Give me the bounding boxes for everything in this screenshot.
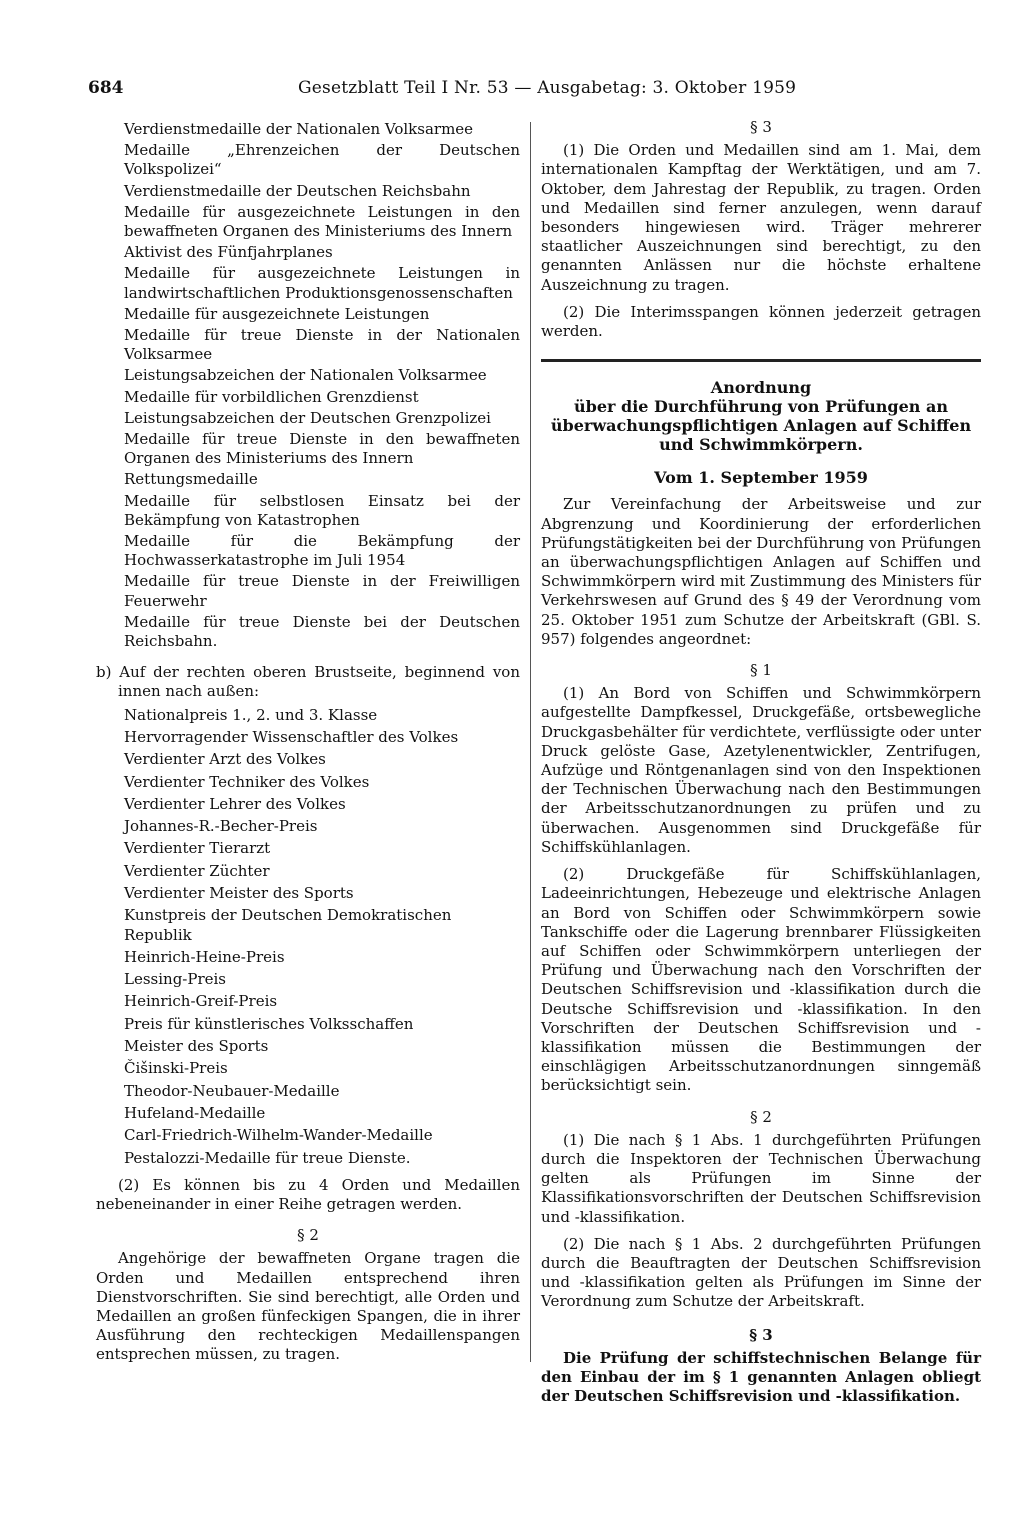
section-heading: § 3 xyxy=(750,118,772,136)
list-item: Carl-Friedrich-Wilhelm-Wander-Medaille xyxy=(124,1126,433,1145)
list-item: Verdienstmedaille der Nationalen Volksarmee xyxy=(124,120,474,138)
list-item: Hufeland-Medaille xyxy=(124,1103,266,1122)
section-2-text: Angehörige der bewaffneten Organe tragen die Orden und Medaillen entsprechend ihren Dienstvorschriften. Sie sind berechtigt, alle Orden und Medaillen an großen fünfeckigen Spangen, die in ihrer Ausführung den rechteckigen Medaillenspangen entsprechen müssen, zu tragen. xyxy=(96,1249,520,1364)
list-item: Verdienter Arzt des Volkes xyxy=(124,750,326,769)
s1-paragraph-1: (1) An Bord von Schiffen und Schwimmkörpern aufgestellte Dampfkessel, Druckgefäße, ortsbewegliche Druckgasbehälter für verdichtete, verflüssigte oder unter Druck gelöste Gase, Azetylenentwickler, Zentrifugen, Aufzüge und Röntgenanlagen sind von den Inspektionen der Technischen Überwachung nach den Bestimmungen der Arbeitsschutzanordnungen zu prüfen und zu überwachen. Ausgenommen sind Druckgefäße für Schiffskühlanlagen. xyxy=(541,684,981,856)
list-item: Lessing-Preis xyxy=(124,970,226,989)
section-3-p2: (2) Die Interimsspangen können jederzeit getragen werden. xyxy=(541,302,981,341)
header-title: Gesetzblatt Teil I Nr. 53 — Ausgabetag: 3. Oktober 1959 xyxy=(298,78,797,98)
list-item: Kunstpreis der Deutschen Demokratischen Republik xyxy=(124,906,452,944)
list-item: Preis für künstlerisches Volksschaffen xyxy=(124,1014,414,1033)
s3-paragraph: Die Prüfung der schiffstechnischen Belange für den Einbau der im § 1 genannten Anlagen obliegt der Deutschen Schiffsrevision und -klassifikation. xyxy=(541,1348,981,1406)
list-item: Medaille für treue Dienste in der Freiwilligen Feuerwehr xyxy=(124,572,520,610)
ordinance-title: Anordnung xyxy=(710,378,812,398)
list-item: Medaille für treue Dienste bei der Deutschen Reichsbahn. xyxy=(124,612,520,651)
list-item: Pestalozzi-Medaille für treue Dienste. xyxy=(124,1148,411,1167)
list-item: Theodor-Neubauer-Medaille xyxy=(124,1081,340,1100)
medal-list-a xyxy=(96,120,520,651)
list-item: Verdienter Züchter xyxy=(124,861,270,880)
column-divider xyxy=(530,122,531,1362)
list-item: Verdienstmedaille der Deutschen Reichsbahn xyxy=(124,181,471,200)
list-item: Aktivist des Fünfjahrplanes xyxy=(124,243,333,262)
section-heading: § 2 xyxy=(750,1107,772,1126)
ordinance-date: Vom 1. September 1959 xyxy=(654,468,868,488)
section-heading: § 3 xyxy=(749,1325,773,1344)
page-number: 684 xyxy=(88,78,124,98)
section-heading: § 2 xyxy=(297,1226,319,1245)
list-item: Medaille für vorbildlichen Grenzdienst xyxy=(124,387,419,406)
list-item: Verdienter Meister des Sports xyxy=(124,884,354,903)
section-heading: § 1 xyxy=(750,661,772,680)
page-header xyxy=(88,78,978,104)
list-item: Medaille für ausgezeichnete Leistungen in landwirtschaftlichen Produktionsgenossenschaften xyxy=(124,264,520,302)
s2-paragraph-2: (2) Die nach § 1 Abs. 2 durchgeführten Prüfungen durch die Beauftragten der Deutschen Schiffsrevision und -klassifikation gelten als Prüfungen im Sinne der Verordnung zum Schutze der Arbeitskraft. xyxy=(541,1234,981,1311)
list-item: Medaille für ausgezeichnete Leistungen in den bewaffneten Organen des Ministeriums des Innern xyxy=(124,202,520,241)
list-item: Verdienter Lehrer des Volkes xyxy=(124,794,346,813)
list-item: Verdienter Techniker des Volkes xyxy=(124,772,370,791)
s1-paragraph-2: (2) Druckgefäße für Schiffskühlanlagen, Ladeeinrichtungen, Hebezeuge und elektrische Anlagen an Bord von Schiffen oder Schwimmkörpern sowie Tankschiffe oder die Lagerung brennbarer Flüssigkeiten auf Schiffen oder Schwimmkörpern unterliegen der Prüfung und Überwachung nach den Vorschriften der Deutschen Schiffsrevision und -klassifikation durch die Deutsche Schiffsrevision und -klassifikation. In den Vorschriften der Deutschen Schiffsrevision und -klassifikation müssen die Bestimmungen der einschlägigen Arbeitsschutzanordnungen sinngemäß berücksichtigt sein. xyxy=(541,865,981,1095)
list-item: Medaille für treue Dienste in den bewaffneten Organen des Ministeriums des Innern xyxy=(124,430,520,468)
list-item: Nationalpreis 1., 2. und 3. Klasse xyxy=(124,705,378,724)
list-item: Leistungsabzeichen der Nationalen Volksarmee xyxy=(124,366,487,385)
list-item: Medaille für treue Dienste in der Nationalen Volksarmee xyxy=(124,326,520,364)
list-item: Rettungsmedaille xyxy=(124,470,258,489)
right-column xyxy=(541,118,981,1406)
list-item: Čišinski-Preis xyxy=(124,1059,228,1078)
section-3-p1: (1) Die Orden und Medaillen sind am 1. Mai, dem internationalen Kampftag der Werktätigen, und am 7. Oktober, dem Jahrestag der Republik, zu tragen. Orden und Medaillen sind ferner anzulegen, wenn darauf besonders hingewiesen wird. Träger mehrerer staatlicher Auszeichnungen sind berechtigt, zu den genannten Anlässen nur die höchste erhaltene Auszeichnung zu tragen. xyxy=(541,141,981,294)
medal-list-b xyxy=(96,706,520,1168)
list-item: Verdienter Tierarzt xyxy=(124,839,271,858)
left-column xyxy=(96,120,520,1365)
list-item: Heinrich-Greif-Preis xyxy=(124,992,278,1011)
preamble: Zur Vereinfachung der Arbeitsweise und zur Abgrenzung und Koordinierung der erforderlichen Prüfungstätigkeiten bei der Durchführung von Prüfungen an überwachungspflichtigen Anlagen auf Schiffen und Schwimmkörpern wird mit Zustimmung des Ministers für Verkehrswesen auf Grund des § 49 der Verordnung vom 25. Oktober 1951 zum Schutze der Arbeitskraft (GBl. S. 957) folgendes angeordnet: xyxy=(541,495,981,648)
list-b-intro: b) Auf der rechten oberen Brustseite, beginnend von innen nach außen: xyxy=(96,663,520,701)
list-item: Meister des Sports xyxy=(124,1037,269,1056)
paragraph-2: (2) Es können bis zu 4 Orden und Medaillen nebeneinander in einer Reihe getragen werden. xyxy=(96,1175,520,1213)
list-item: Medaille für ausgezeichnete Leistungen xyxy=(124,304,430,323)
list-item: Heinrich-Heine-Preis xyxy=(124,947,285,966)
list-item: Medaille für selbstlosen Einsatz bei der Bekämpfung von Katastrophen xyxy=(124,491,520,529)
list-item: Medaille „Ehrenzeichen der Deutschen Volkspolizei“ xyxy=(124,141,520,179)
list-item: Medaille für die Bekämpfung der Hochwasserkatastrophe im Juli 1954 xyxy=(124,532,520,570)
list-item: Leistungsabzeichen der Deutschen Grenzpolizei xyxy=(124,408,491,427)
section-divider xyxy=(541,359,981,362)
s2-paragraph-1: (1) Die nach § 1 Abs. 1 durchgeführten Prüfungen durch die Inspektoren der Technischen Überwachung gelten als Prüfungen im Sinne der Klassifikationsvorschriften der Deutschen Schiffsrevision und -klassifikation. xyxy=(541,1130,981,1226)
list-item: Hervorragender Wissenschaftler des Volkes xyxy=(124,727,459,746)
list-item: Johannes-R.-Becher-Preis xyxy=(124,817,318,836)
ordinance-subtitle: über die Durchführung von Prüfungen an überwachungspflichtigen Anlagen auf Schiffen und Schwimmkörpern. xyxy=(550,397,972,455)
